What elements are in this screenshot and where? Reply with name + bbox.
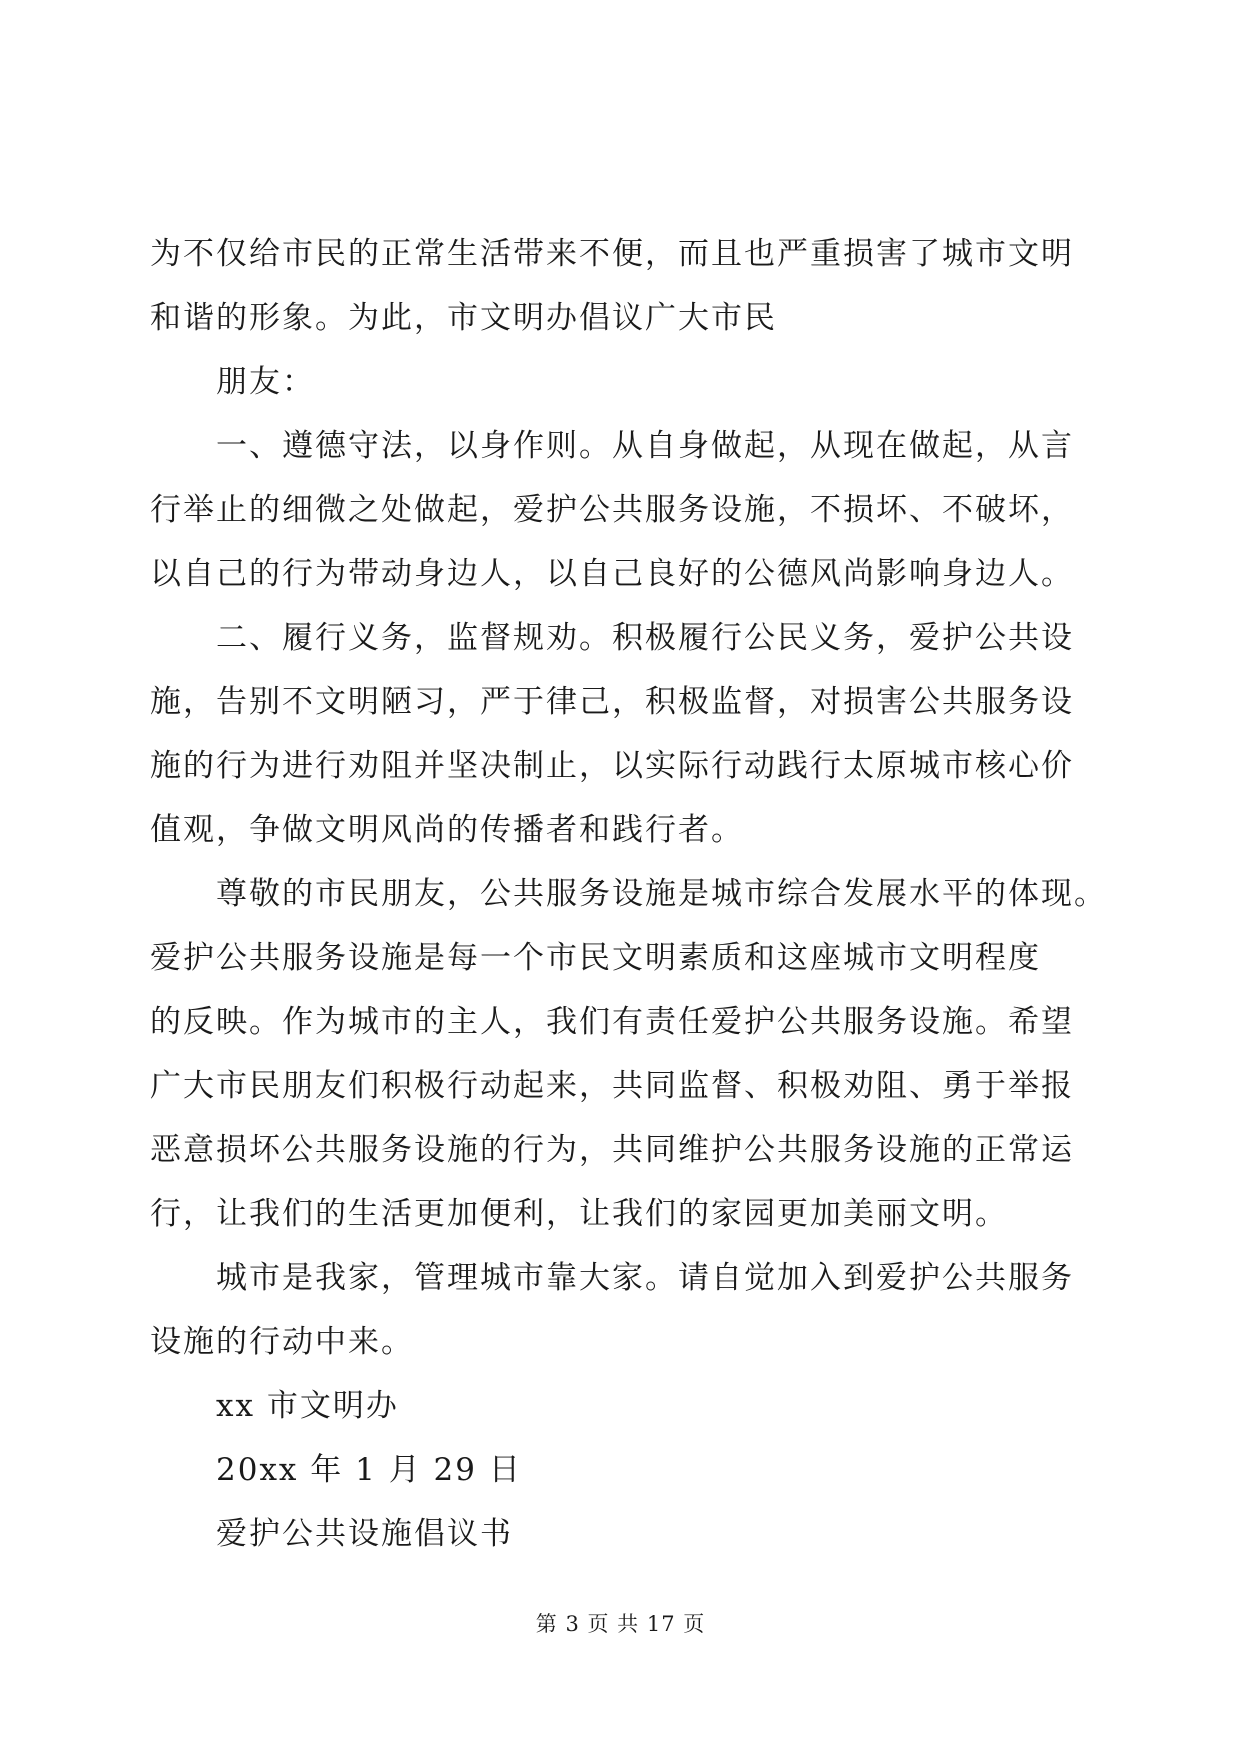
body-line: 施的行为进行劝阻并坚决制止，以实际行动践行太原城市核心价	[150, 748, 1074, 784]
body-line: 广大市民朋友们积极行动起来，共同监督、积极劝阻、勇于举报	[150, 1068, 1074, 1104]
body-line: 爱护公共服务设施是每一个市民文明素质和这座城市文明程度	[150, 940, 1041, 976]
body-line: 和谐的形象。为此，市文明办倡议广大市民	[150, 300, 777, 336]
body-line: 二、履行义务，监督规劝。积极履行公民义务，爱护公共设	[216, 620, 1074, 656]
next-section-title: 爱护公共设施倡议书	[216, 1516, 513, 1552]
body-line: 设施的行动中来。	[150, 1324, 414, 1360]
signature-date: 20xx 年 1 月 29 日	[216, 1452, 522, 1488]
body-line: 为不仅给市民的正常生活带来不便，而且也严重损害了城市文明	[150, 236, 1074, 272]
body-line: 城市是我家，管理城市靠大家。请自觉加入到爱护公共服务	[216, 1260, 1074, 1296]
body-line: 朋友：	[216, 364, 315, 400]
body-line: 施，告别不文明陋习，严于律己，积极监督，对损害公共服务设	[150, 684, 1074, 720]
body-line: 以自己的行为带动身边人，以自己良好的公德风尚影响身边人。	[150, 556, 1074, 592]
body-line: 行，让我们的生活更加便利，让我们的家园更加美丽文明。	[150, 1196, 1008, 1232]
body-line: 的反映。作为城市的主人，我们有责任爱护公共服务设施。希望	[150, 1004, 1074, 1040]
signature-org: xx 市文明办	[216, 1388, 399, 1424]
body-line: 恶意损坏公共服务设施的行为，共同维护公共服务设施的正常运	[150, 1132, 1074, 1168]
body-line: 行举止的细微之处做起，爱护公共服务设施，不损坏、不破坏，	[150, 492, 1074, 528]
body-line: 尊敬的市民朋友，公共服务设施是城市综合发展水平的体现。	[216, 876, 1107, 912]
page-number: 第 3 页 共 17 页	[535, 1612, 706, 1636]
body-line: 值观，争做文明风尚的传播者和践行者。	[150, 812, 744, 848]
body-line: 一、遵德守法，以身作则。从自身做起，从现在做起，从言	[216, 428, 1074, 464]
